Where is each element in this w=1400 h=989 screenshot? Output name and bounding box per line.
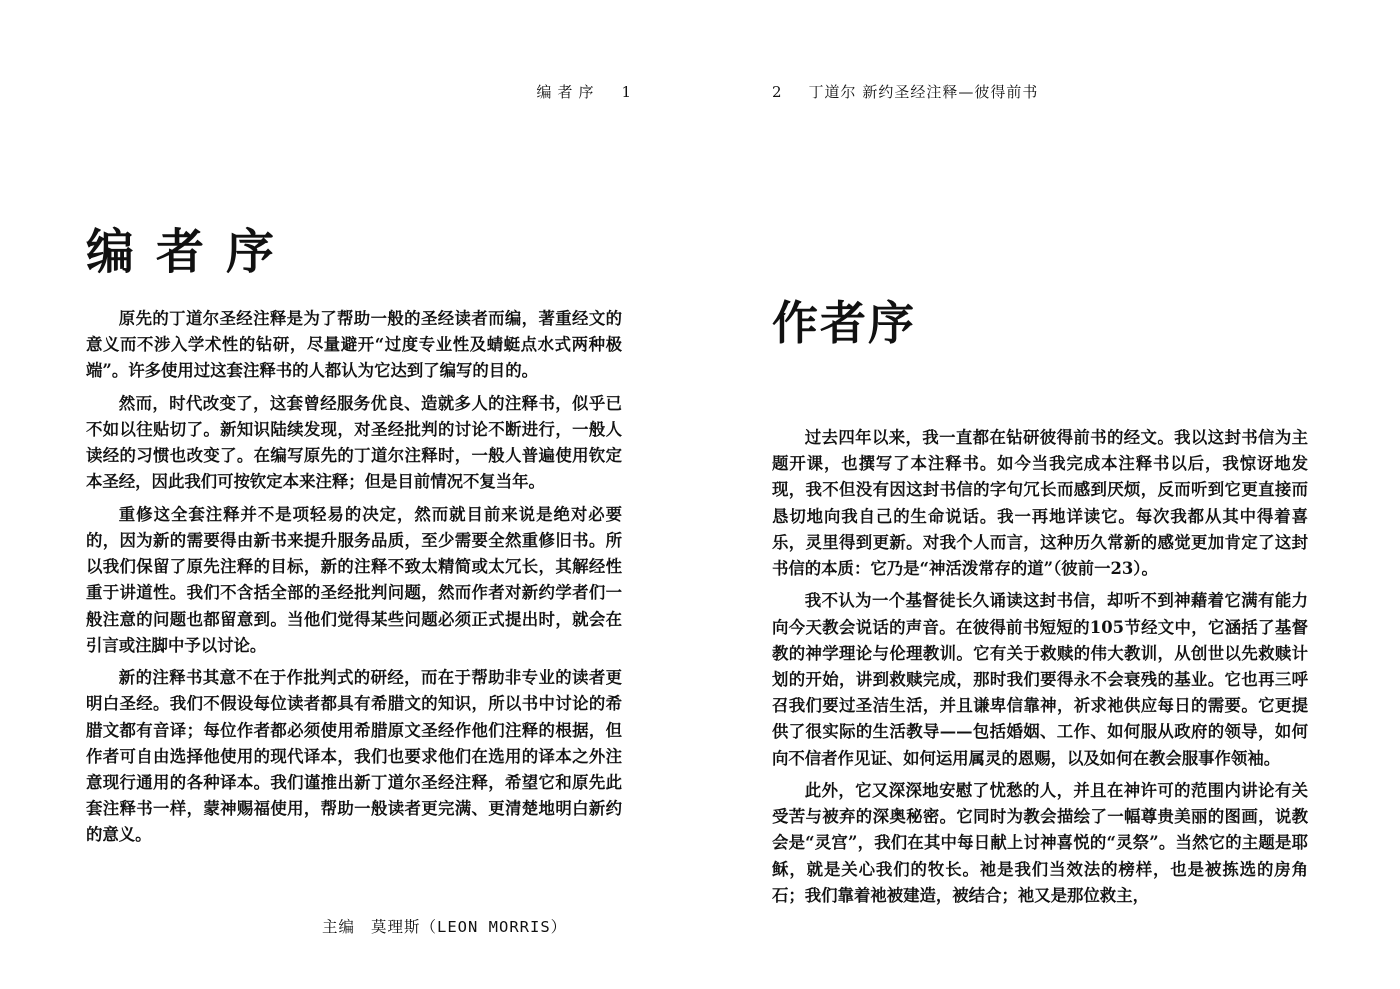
editor-preface-body [86, 306, 622, 855]
right-page [700, 0, 1400, 989]
page-number: 1 [621, 83, 632, 101]
paragraph: 然而，时代改变了，这套曾经服务优良、造就多人的注释书，似乎已不如以往贴切了。新知识陆续发现，对圣经批判的讨论不断进行，一般人读经的习惯也改变了。在编写原先的丁道尔注释时，一般人普遍使用钦定本圣经，因此我们可按钦定本来注释；但是目前情况不复当年。 [86, 393, 622, 492]
author-preface-body [772, 425, 1308, 915]
running-head-title: 编者序 [536, 83, 600, 101]
paragraph: 此外，它又深深地安慰了忧愁的人，并且在神许可的范围内讲论有关受苦与被弃的深奥秘密。它同时为教会描绘了一幅尊贵美丽的图画，说教会是“灵宫”，我们在其中每日献上讨神喜悦的“灵祭”。当然它的主题是耶稣，就是关心我们的牧长。祂是我们当效法的榜样，也是被拣选的房角石；我们靠着祂被建造，被结合；祂又是那位救主， [772, 781, 1308, 905]
signature-name: 莫理斯（LEON MORRIS） [371, 918, 568, 936]
author-preface-heading: 作者序 [772, 296, 916, 350]
running-head-book-title: 丁道尔 新约圣经注释—彼得前书 [808, 83, 1039, 101]
paragraph: 我不认为一个基督徒长久诵读这封书信，却听不到神藉着它满有能力向今天教会说话的声音。在彼得前书短短的105节经文中，它涵括了基督教的神学理论与伦理教训。它有关于救赎的伟大教训，从创世以先救赎计划的开始，讲到救赎完成，那时我们要得永不会衰残的基业。它也再三呼召我们要过圣洁生活，并且谦卑信靠神，祈求祂供应每日的需要。它更提供了很实际的生活教导——包括婚姻、工作、如何服从政府的领导，如何向不信者作见证、如何运用属灵的恩赐，以及如何在教会服事作领袖。 [772, 591, 1308, 768]
editor-signature [322, 915, 567, 937]
paragraph: 重修这全套注释并不是项轻易的决定，然而就目前来说是绝对必要的，因为新的需要得由新书来提升服务品质，至少需要全然重修旧书。所以我们保留了原先注释的目标，新的注释不致太精简或太冗长，其解经性重于讲道性。我们不含括全部的圣经批判问题，然而作者对新约学者们一般注意的问题也都留意到。当他们觉得某些问题必须正式提出时，就会在引言或注脚中予以讨论。 [86, 504, 622, 655]
running-head-left [536, 82, 632, 102]
running-head-right [772, 82, 1038, 102]
paragraph: 过去四年以来，我一直都在钻研彼得前书的经文。我以这封书信为主题开课，也撰写了本注释书。如今当我完成本注释书以后，我惊讶地发现，我不但没有因这封书信的字句冗长而感到厌烦，反而听到它更直接而恳切地向我自己的生命说话。我一再地详读它。每次我都从其中得着喜乐，灵里得到更新。对我个人而言，这种历久常新的感觉更加肯定了这封书信的本质：它乃是“神活泼常存的道”（彼前一23）。 [772, 428, 1308, 579]
page-number: 2 [772, 83, 783, 101]
paragraph: 原先的丁道尔圣经注释是为了帮助一般的圣经读者而编，著重经文的意义而不涉入学术性的钻研，尽量避开“过度专业性及蜻蜓点水式两种极端”。许多使用过这套注释书的人都认为它达到了编写的目的。 [86, 309, 622, 381]
editor-preface-heading: 编者序 [86, 224, 297, 280]
paragraph: 新的注释书其意不在于作批判式的研经，而在于帮助非专业的读者更明白圣经。我们不假设每位读者都具有希腊文的知识，所以书中讨论的希腊文都有音译；每位作者都必须使用希腊原文圣经作他们注释的根据，但作者可自由选择他使用的现代译本，我们也要求他们在选用的译本之外注意现行通用的各种译本。我们谨推出新丁道尔圣经注释，希望它和原先此套注释书一样，蒙神赐福使用，帮助一般读者更完满、更清楚地明白新约的意义。 [86, 668, 622, 845]
signature-role: 主编 [322, 918, 356, 936]
